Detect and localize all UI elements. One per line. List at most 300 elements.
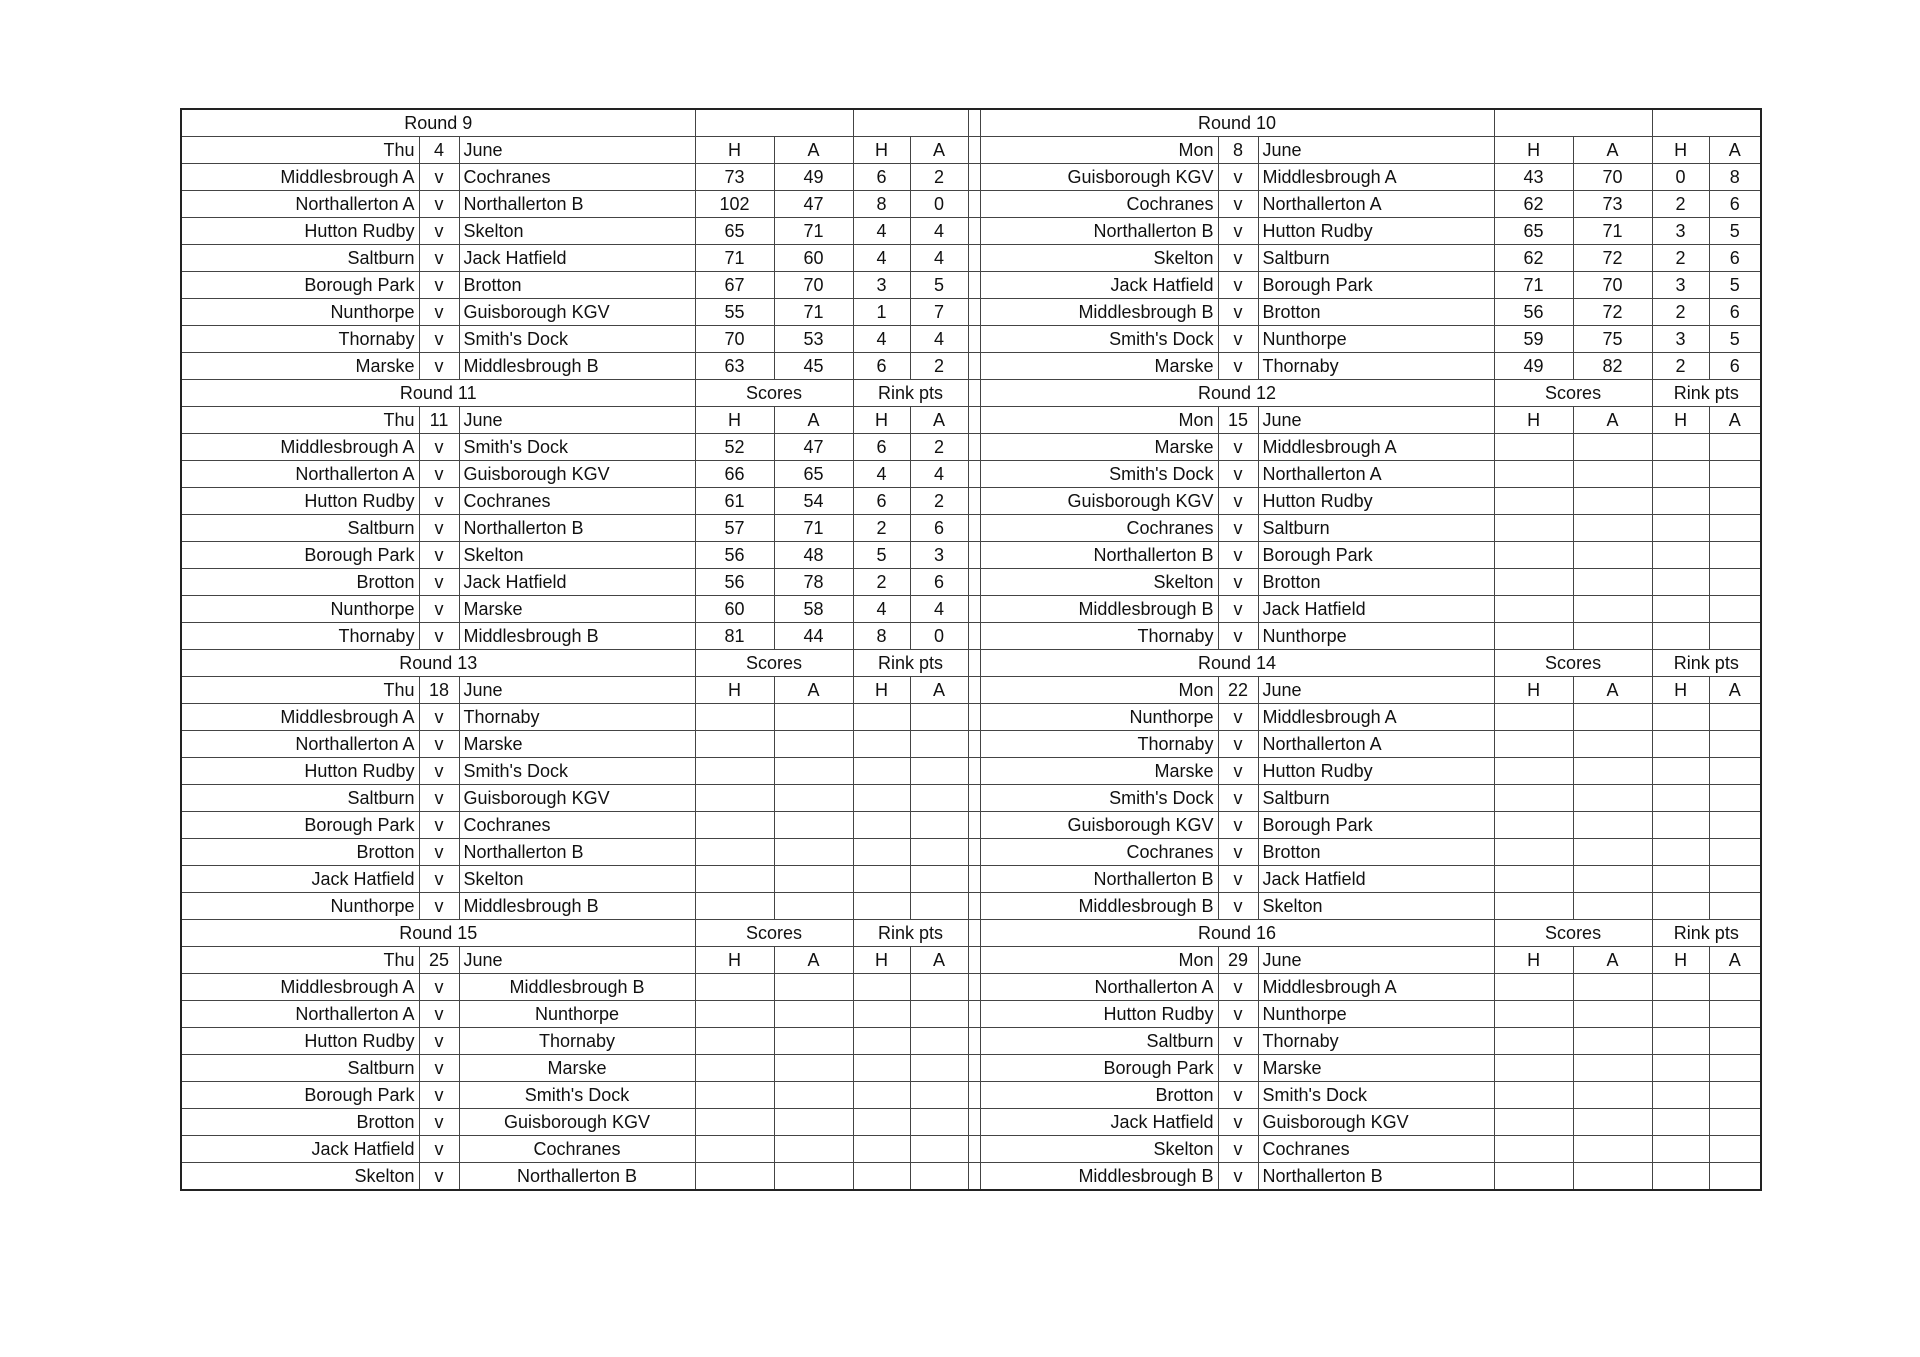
- versus-label: v: [419, 353, 459, 380]
- column-gap: [968, 677, 980, 704]
- away-team: Borough Park: [1258, 542, 1494, 569]
- away-score: [1573, 542, 1652, 569]
- away-team: Marske: [1258, 1055, 1494, 1082]
- away-score: 70: [774, 272, 853, 299]
- away-team: Hutton Rudby: [1258, 218, 1494, 245]
- away-team: Middlesbrough B: [459, 893, 695, 920]
- score-h-header: H: [695, 947, 774, 974]
- home-score: [695, 893, 774, 920]
- rink-h-header: H: [853, 137, 910, 164]
- home-rink-pts: [853, 1001, 910, 1028]
- home-rink-pts: 4: [853, 218, 910, 245]
- home-score: 59: [1494, 326, 1573, 353]
- versus-label: v: [1218, 1001, 1258, 1028]
- versus-label: v: [419, 704, 459, 731]
- away-rink-pts: 6: [910, 569, 968, 596]
- match-row: [181, 218, 1761, 245]
- home-score: 65: [695, 218, 774, 245]
- match-row: [181, 731, 1761, 758]
- column-gap: [968, 515, 980, 542]
- match-row: [181, 893, 1761, 920]
- away-score: 82: [1573, 353, 1652, 380]
- match-row: [181, 164, 1761, 191]
- away-score: 54: [774, 488, 853, 515]
- column-gap: [968, 299, 980, 326]
- away-rink-pts: 6: [1709, 191, 1761, 218]
- away-team: Northallerton B: [1258, 1163, 1494, 1191]
- away-rink-pts: [910, 758, 968, 785]
- home-team: Cochranes: [980, 191, 1218, 218]
- home-team: Smith's Dock: [980, 326, 1218, 353]
- away-score: [1573, 434, 1652, 461]
- home-score: [1494, 1136, 1573, 1163]
- match-row: [181, 1001, 1761, 1028]
- round-month: June: [1258, 137, 1494, 164]
- home-score: [1494, 623, 1573, 650]
- match-row: [181, 1109, 1761, 1136]
- away-team: Smith's Dock: [459, 758, 695, 785]
- home-score: [1494, 434, 1573, 461]
- away-rink-pts: 5: [1709, 326, 1761, 353]
- home-score: [1494, 866, 1573, 893]
- home-rink-pts: 2: [853, 515, 910, 542]
- away-rink-pts: [1709, 1109, 1761, 1136]
- versus-label: v: [419, 812, 459, 839]
- versus-label: v: [1218, 974, 1258, 1001]
- column-gap: [968, 704, 980, 731]
- column-gap: [968, 434, 980, 461]
- versus-label: v: [1218, 1163, 1258, 1191]
- versus-label: v: [1218, 1082, 1258, 1109]
- home-rink-pts: 8: [853, 623, 910, 650]
- home-rink-pts: [1652, 893, 1709, 920]
- column-gap: [968, 109, 980, 137]
- home-score: 55: [695, 299, 774, 326]
- away-rink-pts: 7: [910, 299, 968, 326]
- away-team: Middlesbrough A: [1258, 704, 1494, 731]
- match-row: [181, 353, 1761, 380]
- versus-label: v: [419, 434, 459, 461]
- home-team: Skelton: [980, 245, 1218, 272]
- versus-label: v: [419, 569, 459, 596]
- home-team: Cochranes: [980, 839, 1218, 866]
- away-rink-pts: [1709, 704, 1761, 731]
- home-score: 56: [695, 542, 774, 569]
- home-team: Marske: [980, 758, 1218, 785]
- home-score: [1494, 1109, 1573, 1136]
- away-team: Marske: [459, 731, 695, 758]
- away-score: 45: [774, 353, 853, 380]
- home-rink-pts: [853, 1055, 910, 1082]
- home-score: [1494, 731, 1573, 758]
- home-score: [695, 731, 774, 758]
- away-team: Middlesbrough B: [459, 974, 695, 1001]
- round-day: Mon: [980, 677, 1218, 704]
- versus-label: v: [419, 785, 459, 812]
- versus-label: v: [1218, 596, 1258, 623]
- rink-a-header: A: [1709, 407, 1761, 434]
- home-team: Borough Park: [181, 542, 419, 569]
- home-team: Marske: [980, 434, 1218, 461]
- versus-label: v: [1218, 893, 1258, 920]
- round-month: June: [1258, 947, 1494, 974]
- away-team: Saltburn: [1258, 515, 1494, 542]
- match-row: [181, 461, 1761, 488]
- away-rink-pts: 6: [1709, 353, 1761, 380]
- home-team: Saltburn: [181, 515, 419, 542]
- match-row: [181, 1082, 1761, 1109]
- home-score: 102: [695, 191, 774, 218]
- versus-label: v: [1218, 272, 1258, 299]
- versus-label: v: [419, 758, 459, 785]
- away-team: Brotton: [1258, 299, 1494, 326]
- column-gap: [968, 1136, 980, 1163]
- rink-h-header: H: [1652, 407, 1709, 434]
- home-score: [695, 1109, 774, 1136]
- home-rink-pts: [1652, 623, 1709, 650]
- rink-a-header: A: [910, 677, 968, 704]
- round-day: Mon: [980, 947, 1218, 974]
- column-gap: [968, 191, 980, 218]
- versus-label: v: [1218, 299, 1258, 326]
- column-gap: [968, 812, 980, 839]
- home-score: [695, 866, 774, 893]
- match-row: [181, 1055, 1761, 1082]
- away-score: [774, 974, 853, 1001]
- versus-label: v: [419, 974, 459, 1001]
- home-score: [1494, 542, 1573, 569]
- versus-label: v: [419, 1028, 459, 1055]
- home-score: [695, 1001, 774, 1028]
- away-rink-pts: 4: [910, 461, 968, 488]
- away-score: [774, 1082, 853, 1109]
- away-rink-pts: [910, 974, 968, 1001]
- home-score: 73: [695, 164, 774, 191]
- away-score: [1573, 893, 1652, 920]
- home-team: Marske: [980, 353, 1218, 380]
- away-score: [774, 731, 853, 758]
- home-score: 67: [695, 272, 774, 299]
- round-month: June: [1258, 677, 1494, 704]
- match-row: [181, 974, 1761, 1001]
- home-rink-pts: [1652, 1001, 1709, 1028]
- versus-label: v: [419, 1163, 459, 1191]
- away-rink-pts: [1709, 758, 1761, 785]
- away-rink-pts: [1709, 434, 1761, 461]
- home-score: 61: [695, 488, 774, 515]
- home-rink-pts: 4: [853, 461, 910, 488]
- round-month: June: [459, 137, 695, 164]
- home-rink-pts: [1652, 1082, 1709, 1109]
- home-team: Thornaby: [181, 623, 419, 650]
- column-gap: [968, 542, 980, 569]
- away-team: Middlesbrough B: [459, 353, 695, 380]
- round-date: 8: [1218, 137, 1258, 164]
- away-score: [1573, 488, 1652, 515]
- away-team: Smith's Dock: [459, 326, 695, 353]
- home-team: Jack Hatfield: [980, 1109, 1218, 1136]
- versus-label: v: [419, 596, 459, 623]
- away-rink-pts: [1709, 461, 1761, 488]
- versus-label: v: [419, 299, 459, 326]
- home-rink-pts: [1652, 1055, 1709, 1082]
- home-team: Hutton Rudby: [181, 488, 419, 515]
- home-rink-pts: [1652, 974, 1709, 1001]
- home-rink-pts: 5: [853, 542, 910, 569]
- away-score: 70: [1573, 164, 1652, 191]
- versus-label: v: [419, 866, 459, 893]
- fixtures-table: [180, 108, 1762, 1191]
- round-title: Round 16: [980, 920, 1494, 947]
- away-rink-pts: [910, 1055, 968, 1082]
- home-rink-pts: [1652, 704, 1709, 731]
- home-team: Hutton Rudby: [181, 1028, 419, 1055]
- home-rink-pts: [853, 704, 910, 731]
- rink-pts-header: [853, 109, 968, 137]
- home-score: [695, 1055, 774, 1082]
- away-rink-pts: [1709, 569, 1761, 596]
- round-day: Thu: [181, 407, 419, 434]
- versus-label: v: [419, 461, 459, 488]
- score-a-header: A: [774, 947, 853, 974]
- away-team: Middlesbrough B: [459, 623, 695, 650]
- home-team: Saltburn: [181, 1055, 419, 1082]
- column-gap: [968, 1109, 980, 1136]
- home-team: Marske: [181, 353, 419, 380]
- home-team: Hutton Rudby: [181, 758, 419, 785]
- away-rink-pts: [910, 812, 968, 839]
- column-gap: [968, 164, 980, 191]
- versus-label: v: [1218, 1136, 1258, 1163]
- score-h-header: H: [1494, 947, 1573, 974]
- away-score: [1573, 1028, 1652, 1055]
- away-score: [774, 785, 853, 812]
- match-row: [181, 866, 1761, 893]
- away-rink-pts: 5: [1709, 218, 1761, 245]
- away-score: [774, 1055, 853, 1082]
- versus-label: v: [419, 1001, 459, 1028]
- home-rink-pts: [1652, 434, 1709, 461]
- match-row: [181, 191, 1761, 218]
- away-team: Jack Hatfield: [1258, 596, 1494, 623]
- away-score: 47: [774, 434, 853, 461]
- score-a-header: A: [1573, 677, 1652, 704]
- away-rink-pts: 2: [910, 164, 968, 191]
- home-score: [695, 1136, 774, 1163]
- home-rink-pts: [853, 1028, 910, 1055]
- home-score: [1494, 1082, 1573, 1109]
- rink-a-header: A: [1709, 947, 1761, 974]
- away-team: Borough Park: [1258, 272, 1494, 299]
- away-team: Cochranes: [459, 164, 695, 191]
- home-rink-pts: 6: [853, 488, 910, 515]
- away-score: 65: [774, 461, 853, 488]
- rink-pts-header: Rink pts: [1652, 380, 1761, 407]
- match-row: [181, 515, 1761, 542]
- match-row: [181, 623, 1761, 650]
- home-rink-pts: 2: [1652, 245, 1709, 272]
- versus-label: v: [1218, 785, 1258, 812]
- home-rink-pts: [1652, 461, 1709, 488]
- home-team: Smith's Dock: [980, 785, 1218, 812]
- away-team: Saltburn: [1258, 785, 1494, 812]
- home-score: [1494, 812, 1573, 839]
- away-team: Smith's Dock: [1258, 1082, 1494, 1109]
- home-rink-pts: 3: [1652, 218, 1709, 245]
- score-a-header: A: [1573, 407, 1652, 434]
- round-title: Round 10: [980, 109, 1494, 137]
- home-rink-pts: [1652, 866, 1709, 893]
- home-score: 43: [1494, 164, 1573, 191]
- home-team: Saltburn: [181, 785, 419, 812]
- away-score: 60: [774, 245, 853, 272]
- score-h-header: H: [1494, 677, 1573, 704]
- round-month: June: [1258, 407, 1494, 434]
- away-team: Marske: [459, 1055, 695, 1082]
- score-a-header: A: [774, 407, 853, 434]
- away-team: Nunthorpe: [1258, 326, 1494, 353]
- home-rink-pts: 4: [853, 596, 910, 623]
- rink-h-header: H: [1652, 677, 1709, 704]
- away-score: [1573, 569, 1652, 596]
- home-team: Middlesbrough B: [980, 299, 1218, 326]
- column-gap: [968, 218, 980, 245]
- away-team: Guisborough KGV: [1258, 1109, 1494, 1136]
- home-rink-pts: [1652, 596, 1709, 623]
- home-rink-pts: [1652, 839, 1709, 866]
- away-rink-pts: [1709, 1136, 1761, 1163]
- away-score: 72: [1573, 245, 1652, 272]
- rink-pts-header: [1652, 109, 1761, 137]
- away-team: Skelton: [1258, 893, 1494, 920]
- home-rink-pts: 4: [853, 326, 910, 353]
- home-rink-pts: [853, 731, 910, 758]
- rink-a-header: A: [910, 137, 968, 164]
- round-title-row: [181, 109, 1761, 137]
- rink-a-header: A: [1709, 677, 1761, 704]
- match-row: [181, 758, 1761, 785]
- home-rink-pts: [853, 1082, 910, 1109]
- away-team: Hutton Rudby: [1258, 488, 1494, 515]
- versus-label: v: [1218, 569, 1258, 596]
- versus-label: v: [1218, 191, 1258, 218]
- away-rink-pts: 5: [910, 272, 968, 299]
- home-score: [1494, 1001, 1573, 1028]
- away-team: Northallerton A: [1258, 461, 1494, 488]
- away-score: [774, 893, 853, 920]
- column-gap: [968, 569, 980, 596]
- versus-label: v: [419, 893, 459, 920]
- column-gap: [968, 245, 980, 272]
- home-score: 60: [695, 596, 774, 623]
- versus-label: v: [419, 839, 459, 866]
- versus-label: v: [419, 1082, 459, 1109]
- round-title-row: [181, 650, 1761, 677]
- away-team: Guisborough KGV: [459, 299, 695, 326]
- column-gap: [968, 407, 980, 434]
- versus-label: v: [419, 488, 459, 515]
- versus-label: v: [419, 191, 459, 218]
- home-score: [1494, 488, 1573, 515]
- column-gap: [968, 461, 980, 488]
- home-rink-pts: [1652, 542, 1709, 569]
- home-score: 62: [1494, 191, 1573, 218]
- away-score: 49: [774, 164, 853, 191]
- home-rink-pts: [853, 785, 910, 812]
- home-team: Northallerton A: [181, 731, 419, 758]
- away-team: Middlesbrough A: [1258, 164, 1494, 191]
- away-score: [1573, 704, 1652, 731]
- home-score: [695, 839, 774, 866]
- versus-label: v: [1218, 245, 1258, 272]
- home-rink-pts: [1652, 1028, 1709, 1055]
- round-date-row: [181, 137, 1761, 164]
- away-rink-pts: 6: [1709, 245, 1761, 272]
- home-score: 56: [1494, 299, 1573, 326]
- away-rink-pts: [1709, 596, 1761, 623]
- away-rink-pts: 2: [910, 434, 968, 461]
- home-rink-pts: 2: [1652, 353, 1709, 380]
- away-rink-pts: 3: [910, 542, 968, 569]
- match-row: [181, 542, 1761, 569]
- away-rink-pts: [910, 839, 968, 866]
- rink-a-header: A: [1709, 137, 1761, 164]
- home-score: 63: [695, 353, 774, 380]
- versus-label: v: [419, 623, 459, 650]
- away-rink-pts: [1709, 731, 1761, 758]
- score-a-header: A: [774, 677, 853, 704]
- match-row: [181, 1163, 1761, 1191]
- versus-label: v: [1218, 1055, 1258, 1082]
- home-score: [695, 704, 774, 731]
- away-rink-pts: [910, 893, 968, 920]
- scores-header: [1494, 109, 1652, 137]
- home-score: [1494, 515, 1573, 542]
- score-a-header: A: [1573, 137, 1652, 164]
- away-score: [1573, 974, 1652, 1001]
- score-h-header: H: [1494, 407, 1573, 434]
- away-score: [1573, 1163, 1652, 1191]
- home-team: Thornaby: [181, 326, 419, 353]
- away-score: 53: [774, 326, 853, 353]
- round-date: 25: [419, 947, 459, 974]
- away-rink-pts: 5: [1709, 272, 1761, 299]
- column-gap: [968, 974, 980, 1001]
- away-score: 58: [774, 596, 853, 623]
- away-rink-pts: [1709, 866, 1761, 893]
- round-day: Thu: [181, 137, 419, 164]
- home-score: [695, 974, 774, 1001]
- versus-label: v: [1218, 326, 1258, 353]
- home-score: [1494, 974, 1573, 1001]
- away-score: [1573, 515, 1652, 542]
- versus-label: v: [1218, 515, 1258, 542]
- home-rink-pts: [853, 1109, 910, 1136]
- away-score: [1573, 461, 1652, 488]
- match-row: [181, 569, 1761, 596]
- away-score: [774, 866, 853, 893]
- away-team: Middlesbrough A: [1258, 974, 1494, 1001]
- scores-header: Scores: [1494, 650, 1652, 677]
- home-rink-pts: [1652, 812, 1709, 839]
- versus-label: v: [1218, 758, 1258, 785]
- column-gap: [968, 137, 980, 164]
- home-team: Cochranes: [980, 515, 1218, 542]
- away-score: [1573, 1082, 1652, 1109]
- versus-label: v: [1218, 353, 1258, 380]
- home-rink-pts: [1652, 758, 1709, 785]
- home-rink-pts: 6: [853, 353, 910, 380]
